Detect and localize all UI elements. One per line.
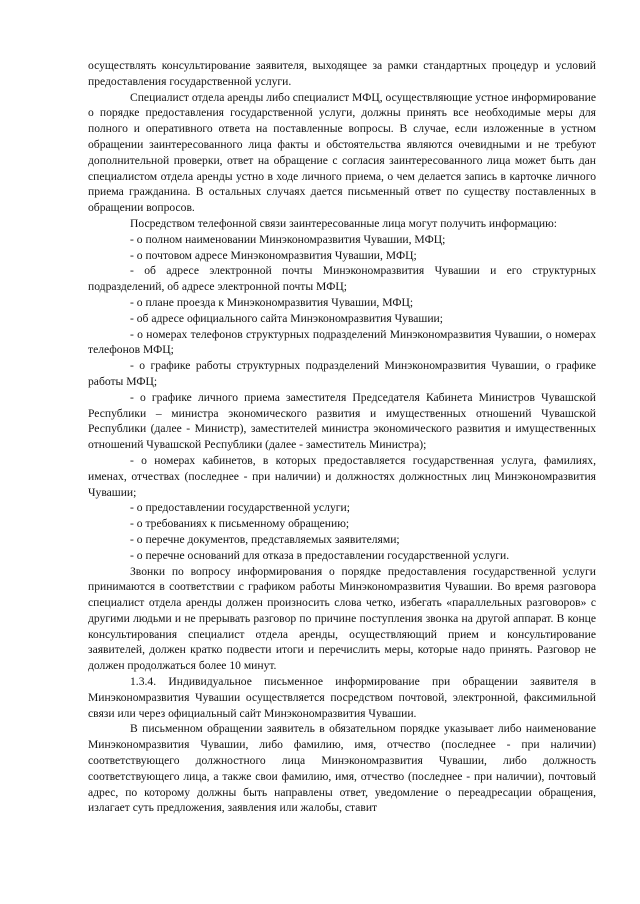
list-item: - об адресе официального сайта Минэкономразвития Чувашии; [130, 311, 443, 325]
list-item: - о почтовом адресе Минэкономразвития Чувашии, МФЦ; [130, 248, 417, 262]
list-item: - о перечне оснований для отказа в предоставлении государственной услуги. [130, 548, 510, 562]
list-item: - о требованиях к письменному обращению; [130, 517, 350, 531]
paragraph-phone-intro: Посредством телефонной связи заинтересованные лица могут получить информацию: [130, 216, 557, 230]
list-item: - о номерах телефонов структурных подразделений Минэкономразвития Чувашии, о номерах телефонов МФЦ; [88, 327, 596, 357]
paragraph-oral-informing: Специалист отдела аренды либо специалист МФЦ, осуществляющие устное информирование о порядке предоставления государственной услуги, должны принять все необходимые меры для полного и оперативного ответа на поставленные вопросы. В случае, если изложенные в устном обращении заинтересованного лица факты и обстоятельства являются очевидными и не требуют дополнительной проверки, ответ на обращение с согласия заинтересованного лица может быть дан специалистом отдела аренды устно в ходе личного приема, о чем делается запись в карточке личного приема гражданина. В остальных случаях дается письменный ответ по существу поставленных в обращении вопросов. [88, 90, 596, 215]
document-page [88, 58, 596, 816]
paragraph-calls: Звонки по вопросу информирования о порядке предоставления государственной услуги принимаются в соответствии с графиком работы Минэкономразвития Чувашии. Во время разговора специалист отдела аренды должен произносить слова четко, избегать «параллельных разговоров» с другими людьми и не прерывать разговор по причине поступления звонка на другой аппарат. В конце консультирования специалист отдела аренды, осуществляющий прием и консультирование заявителей, должен кратко подвести итоги и перечислить меры, которые надо принять. Разговор не должен продолжаться более 10 минут. [88, 564, 596, 673]
paragraph-written-informing: 1.3.4. Индивидуальное письменное информирование при обращении заявителя в Минэкономразвития Чувашии осуществляется посредством почтовой, электронной, факсимильной связи или через официальный сайт Минэкономразвития Чувашии. [88, 675, 596, 720]
list-item: - о плане проезда к Минэкономразвития Чувашии, МФЦ; [130, 295, 414, 309]
paragraph-written-request: В письменном обращении заявитель в обязательном порядке указывает либо наименование Минэкономразвития Чувашии, либо фамилию, имя, отчество (последнее - при наличии) соответствующего должностного лица Минэкономразвития Чувашии, либо должность соответствующего лица, а также свои фамилию, имя, отчество (последнее - при наличии), почтовый адрес, по которому должны быть направлены ответ, уведомление о переадресации обращения, излагает суть предложения, заявления или жалобы, ставит [88, 722, 596, 815]
list-item: - о перечне документов, представляемых заявителями; [130, 532, 400, 546]
list-item: - о предоставлении государственной услуги; [130, 501, 350, 515]
list-item: - о графике работы структурных подразделений Минэкономразвития Чувашии, о графике работы МФЦ; [88, 359, 596, 388]
list-item: - об адресе электронной почты Минэкономразвития Чувашии и его структурных подразделений, об адресе электронной почты МФЦ; [88, 264, 596, 294]
list-item: - о графике личного приема заместителя Председателя Кабинета Министров Чувашской Республики – министра экономического развития и имущественных отношений Чувашской Республики (далее - Министр), заместителей министра экономического развития и имущественных отношений Чувашской Республики (далее - заместитель Министра); [88, 390, 596, 452]
paragraph-continuation: осуществлять консультирование заявителя, выходящее за рамки стандартных процедур и условий предоставления государственной услуги. [88, 59, 596, 88]
list-item: - о номерах кабинетов, в которых предоставляется государственная услуга, фамилиях, именах, отчествах (последнее - при наличии) и должностях должностных лиц Минэкономразвития Чувашии; [88, 453, 596, 499]
list-item: - о полном наименовании Минэкономразвития Чувашии, МФЦ; [130, 232, 446, 246]
